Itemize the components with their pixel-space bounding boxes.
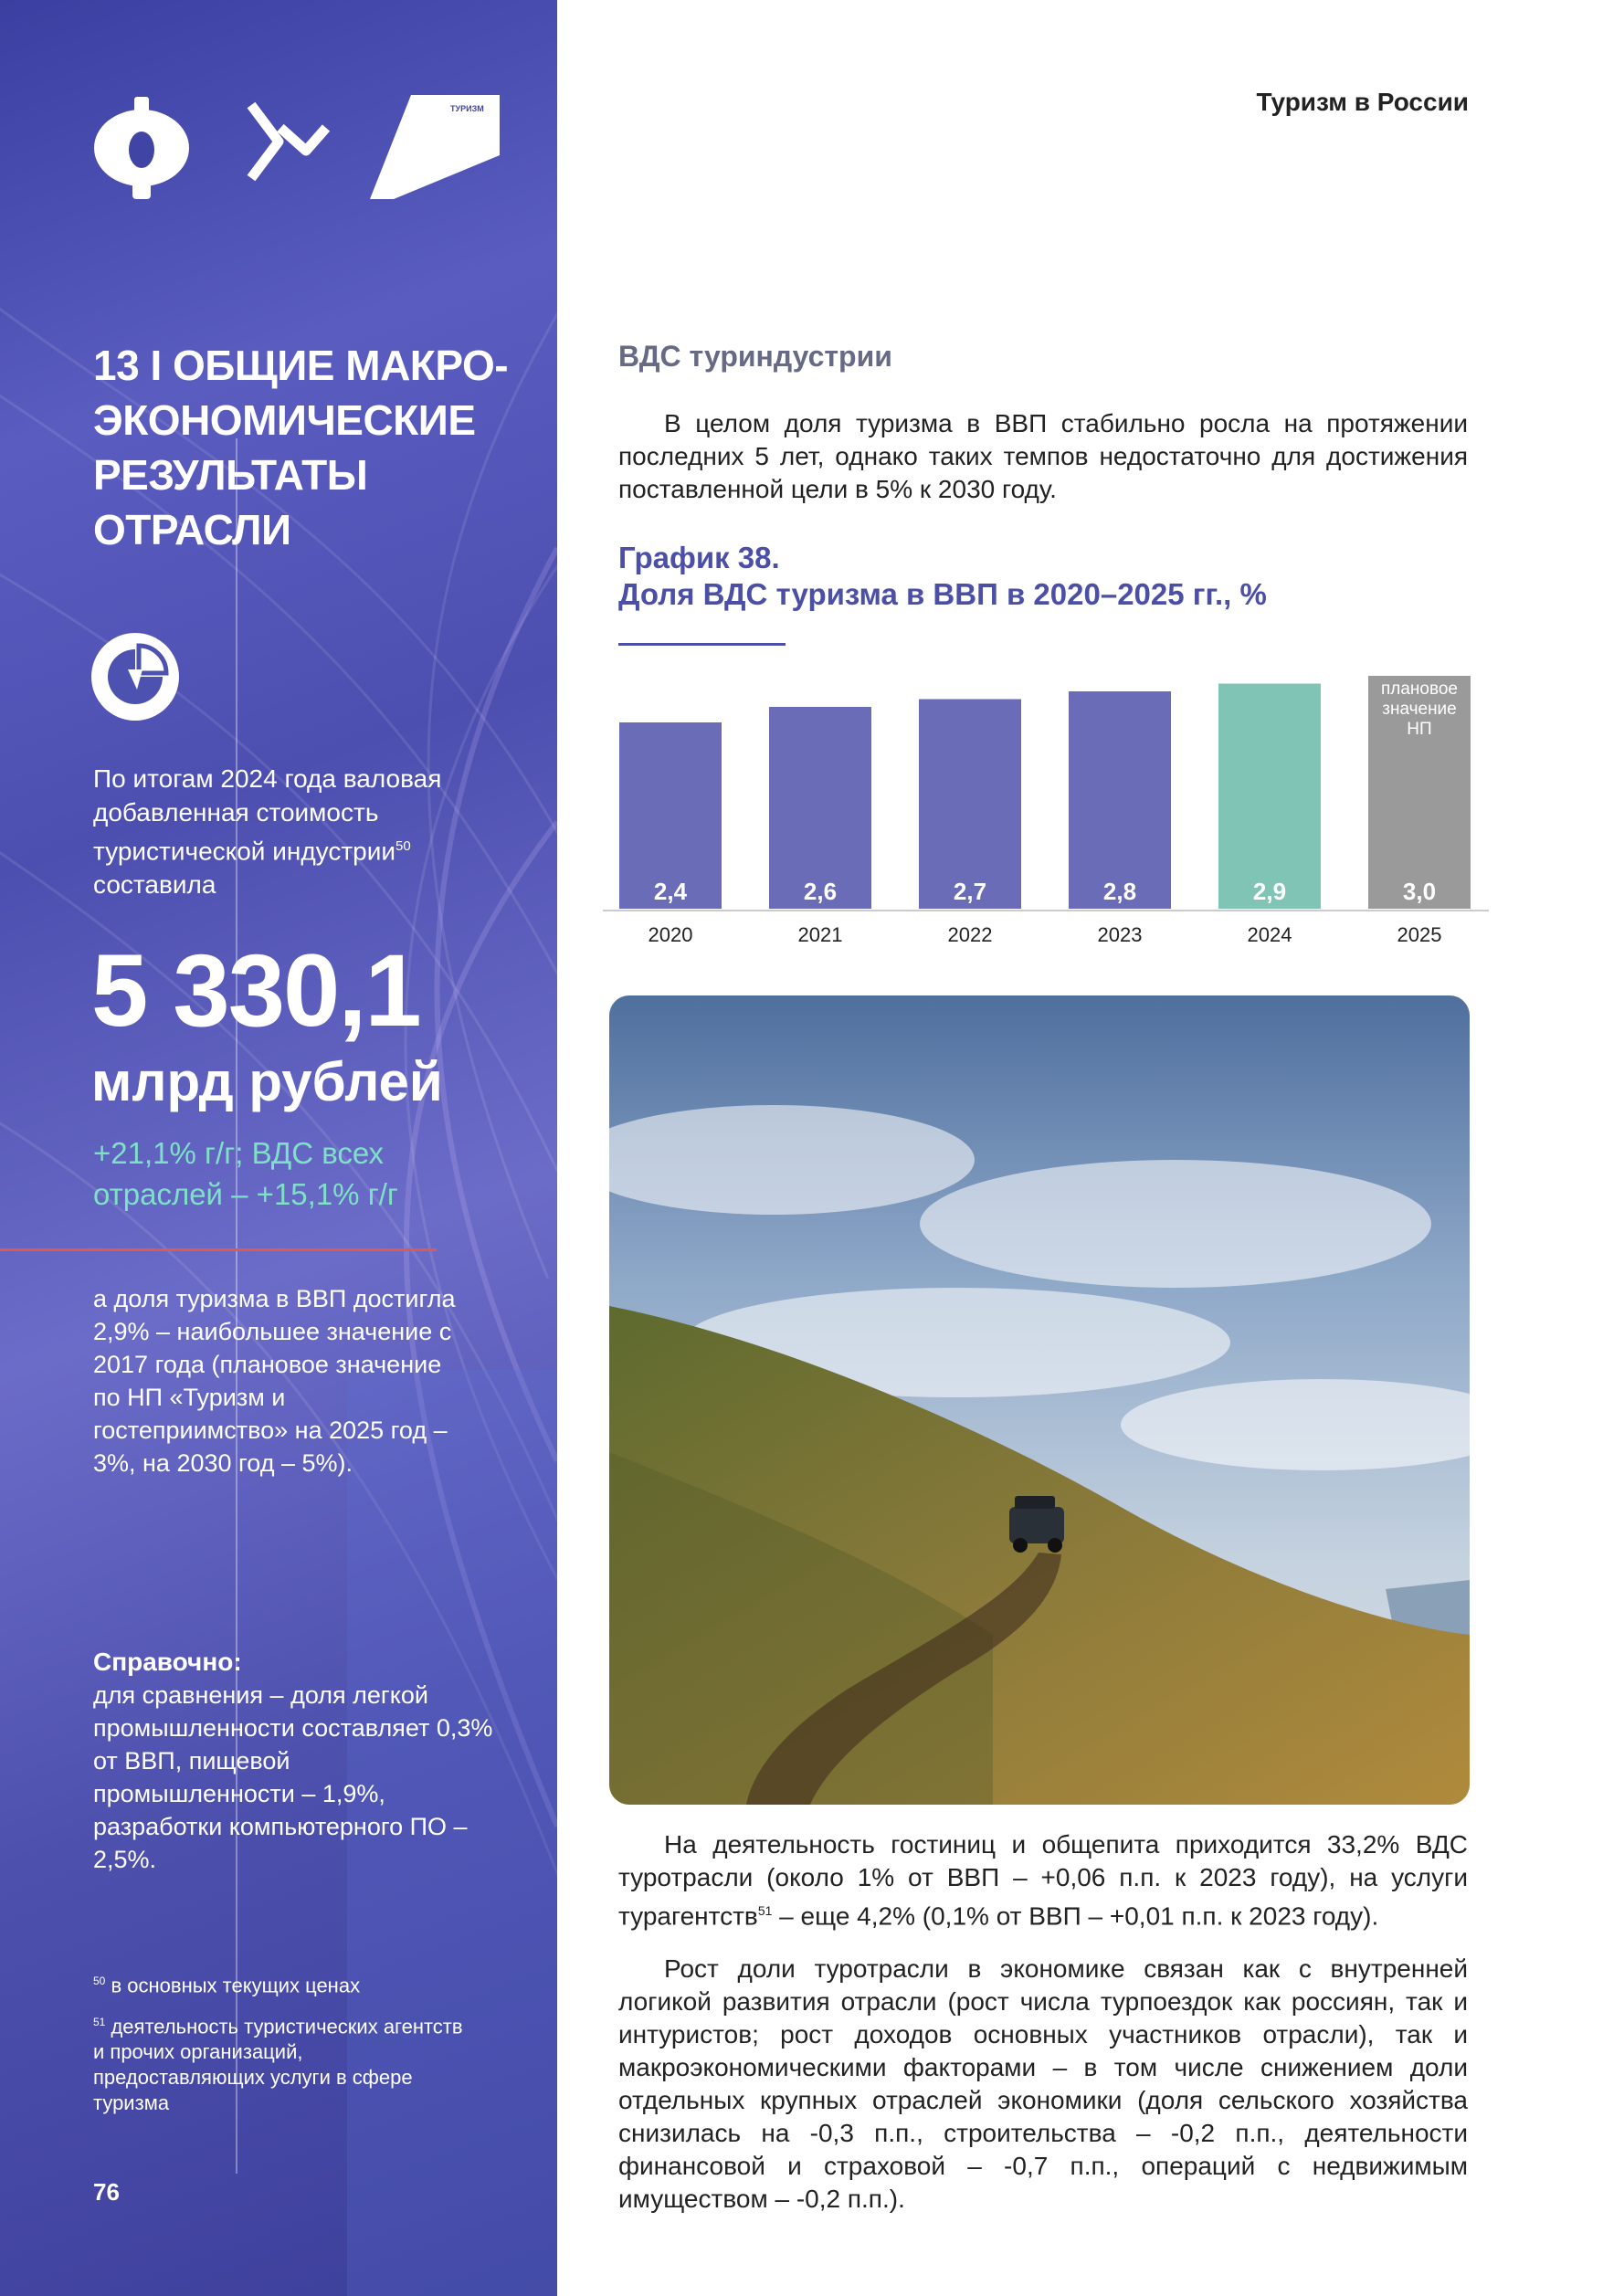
planned-value-annotation: плановое значение НП (1380, 679, 1459, 739)
bar-2024 (1218, 684, 1321, 910)
sidebar (0, 0, 557, 2296)
pie-chart-icon (91, 633, 179, 721)
paragraph-hotels: На деятельность гостиниц и общепита приходится 33,2% ВДС туротрасли (около 1% от ВВП – +0,06 п.п. к 2023 году), на услуги турагентств$^{51}$ – еще 4,2% (0,1% от ВВП – +0,01 п.п. к 2023 году). (618, 1830, 1468, 1931)
big-number: 5 330,1 (91, 933, 420, 1048)
chart-title-rule (618, 643, 786, 646)
x-tick-label: 2021 (797, 923, 843, 946)
bar-value-label: 2,7 (953, 878, 987, 905)
accent-divider (0, 1248, 437, 1251)
bar-value-label: 2,6 (803, 878, 838, 905)
x-tick-label: 2025 (1397, 923, 1442, 946)
footnote-ref: 51 (757, 1903, 773, 1918)
bar-value-label: 2,9 (1252, 878, 1287, 905)
bar-2023 (1069, 691, 1171, 909)
x-tick-label: 2024 (1247, 923, 1292, 946)
reference-text: для сравнения – доля легкой промышленности составляет 0,3% от ВВП, пищевой промышленности – 1,9%, разработки компьютерного ПО – 2,5%. (93, 1681, 493, 1873)
bar-value-label: 2,8 (1102, 878, 1137, 905)
running-header: Туризм в России (1256, 88, 1469, 116)
footnote-51: $^{51}$ деятельность туристических агентств и прочих организаций, предоставляющих услуги в сфере туризма (93, 2015, 463, 2115)
bar-value-label: 3,0 (1402, 878, 1437, 905)
logos (87, 91, 507, 201)
bar-chart (603, 676, 1489, 959)
subheading: ВДС туриндустрии (618, 340, 892, 373)
brand-mark-icon (251, 105, 326, 178)
tourism-logo-text: ТУРИЗМ (450, 104, 484, 113)
growth-text: +21,1% г/г; ВДС всех отраслей – +15,1% г/г (93, 1136, 398, 1211)
footnote-50: $^{50}$ в основных текущих ценах (93, 1974, 361, 1997)
paragraph-growth-factors: Рост доли туротрасли в экономике связан как с внутренней логикой развития отрасли (рост числа турпоездок как россиян, так и интуристов; рост доходов основных участников отрасли), так и макроэкономическими факторами – в том числе снижением доли отдельных крупных отраслей экономики (доля сельского хозяйства снизилась на -0,3 п.п., строительства – -0,2 п.п., деятельности финансовой и страховой – -0,7 п.п., операций с недвижимым имуществом – -0,2 п.п.). (618, 1954, 1468, 2213)
chart-title: Доля ВДС туризма в ВВП в 2020–2025 гг., % (618, 577, 1267, 611)
big-number-unit: млрд рублей (91, 1051, 443, 1112)
footnote-ref: 50 (395, 838, 411, 854)
bar-value-label: 2,4 (653, 878, 688, 905)
x-tick-label: 2020 (648, 923, 693, 946)
share-note: а доля туризма в ВВП достигла 2,9% – наибольшее значение с 2017 года (плановое значение по НП «Туризм и гостеприимство» на 2025 год – 3%, на 2030 год – 5%). (93, 1285, 456, 1477)
chart-number: График 38. (618, 541, 780, 574)
x-tick-label: 2022 (947, 923, 993, 946)
reference-heading: Справочно: (93, 1648, 242, 1676)
x-tick-label: 2023 (1097, 923, 1143, 946)
intro-paragraph: В целом доля туризма в ВВП стабильно росла на протяжении последних 5 лет, однако таких темпов недостаточно для достижения поставленной цели в 5% к 2030 году. (618, 409, 1468, 503)
page-number: 76 (93, 2178, 120, 2206)
landscape-photo (609, 995, 1470, 1805)
lead-text: По итогам 2024 года валовая добавленная стоимость туристической индустрии$^{50}$ составила (93, 764, 442, 900)
section-title: 13 I ОБЩИЕ МАКРО-ЭКОНОМИЧЕСКИЕ РЕЗУЛЬТАТЫ ОТРАСЛИ (93, 342, 509, 553)
